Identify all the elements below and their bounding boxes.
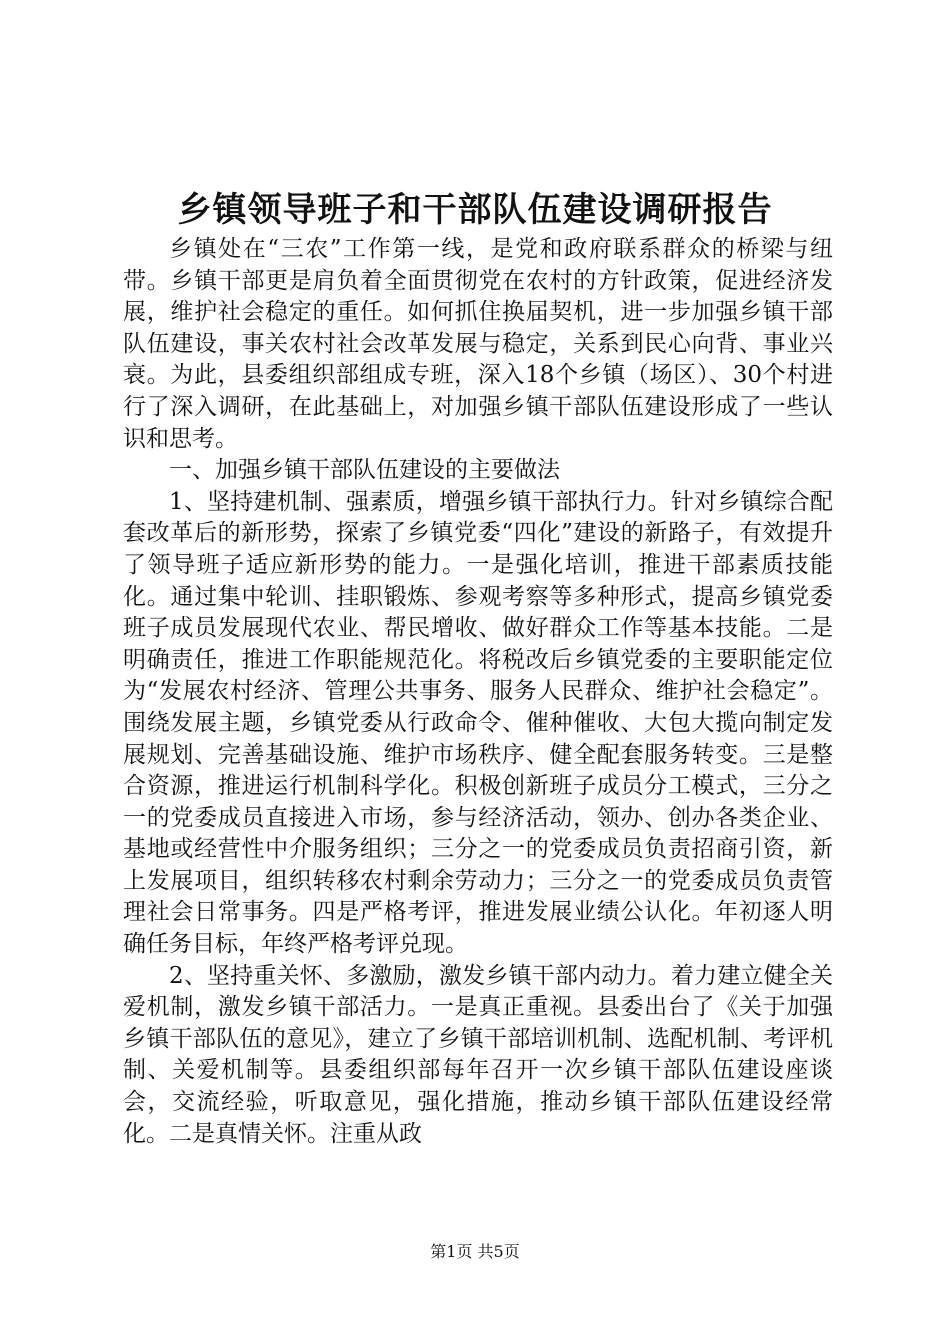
section-heading: 一、加强乡镇干部队伍建设的主要做法: [169, 457, 560, 484]
document-body: [123, 234, 833, 1150]
paragraph-intro: 乡镇处在“三农”工作第一线，是党和政府联系群众的桥梁与纽带。乡镇干部更是肩负着全面贯彻党在农村的方针政策，促进经济发展，维护社会稳定的重任。如何抓住换届契机，进一步加强乡镇干部队伍建设，事关农村社会改革发展与稳定，关系到民心向背、事业兴衰。为此，县委组织部组成专班，深入18个乡镇（场区）、30个村进行了深入调研，在此基础上，对加强乡镇干部队伍建设形成了一些认识和思考。: [123, 236, 833, 452]
page-number-footer: 第1页 共5页: [430, 1242, 520, 1261]
paragraph-point-2: 2、坚持重关怀、多激励，激发乡镇干部内动力。着力建立健全关爱机制，激发乡镇干部活力。一是真正重视。县委出台了《关于加强乡镇干部队伍的意见》，建立了乡镇干部培训机制、选配机制、考评机制、关爱机制等。县委组织部每年召开一次乡镇干部队伍建设座谈会，交流经验，听取意见，强化措施，推动乡镇干部队伍建设经常化。二是真情关怀。注重从政: [123, 962, 833, 1147]
paragraph-point-1: 1、坚持建机制、强素质，增强乡镇干部执行力。针对乡镇综合配套改革后的新形势，探索了乡镇党委“四化”建设的新路子，有效提升了领导班子适应新形势的能力。一是强化培训，推进干部素质技能化。通过集中轮训、挂职锻炼、参观考察等多种形式，提高乡镇党委班子成员发展现代农业、帮民增收、做好群众工作等基本技能。二是明确责任，推进工作职能规范化。将税改后乡镇党委的主要职能定位为“发展农村经济、管理公共事务、服务人民群众、维护社会稳定”。围绕发展主题，乡镇党委从行政命令、催种催收、大包大揽向制定发展规划、完善基础设施、维护市场秩序、健全配套服务转变。三是整合资源，推进运行机制科学化。积极创新班子成员分工模式，三分之一的党委成员直接进入市场，参与经济活动，领办、创办各类企业、基地或经营性中介服务组织；三分之一的党委成员负责招商引资，新上发展项目，组织转移农村剩余劳动力；三分之一的党委成员负责管理社会日常事务。四是严格考评，推进发展业绩公认化。年初逐人明确任务目标，年终严格考评兑现。: [123, 488, 833, 958]
document-title: 乡镇领导班子和干部队伍建设调研报告: [177, 190, 773, 230]
